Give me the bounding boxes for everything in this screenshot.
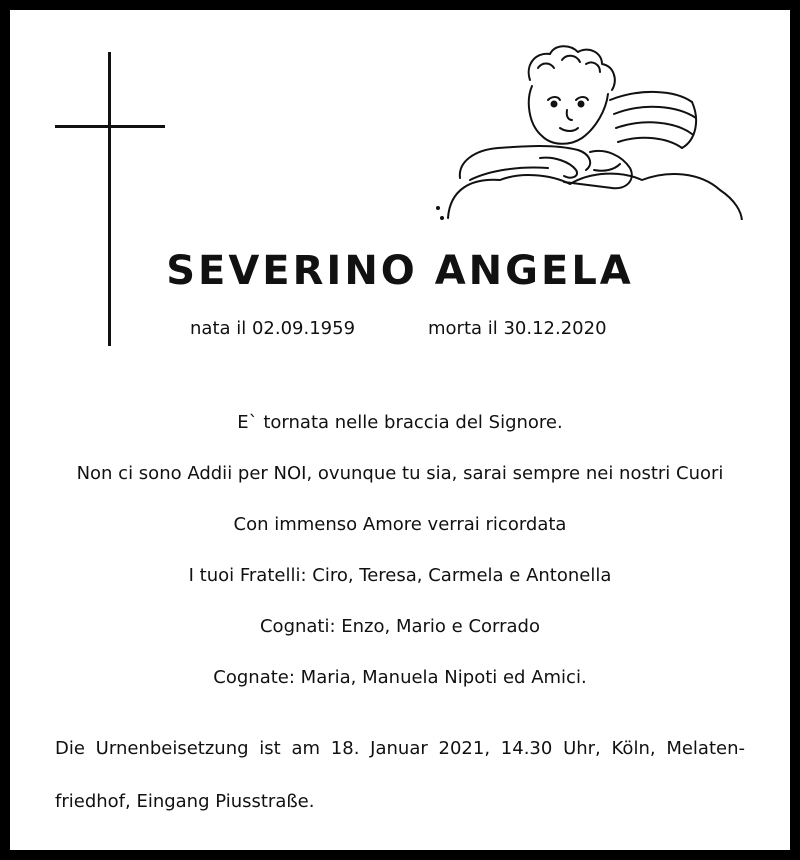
burial-line-1: Die Urnenbeisetzung ist am 18. Januar 2021, 14.30 Uhr, Köln, Melaten- bbox=[55, 738, 745, 759]
message-line: Cognati: Enzo, Mario e Corrado bbox=[259, 616, 540, 637]
message-line: I tuoi Fratelli: Ciro, Teresa, Carmela e Antonella bbox=[188, 565, 612, 586]
message-line: Non ci sono Addii per NOI, ovunque tu sia, sarai sempre nei nostri Cuori bbox=[76, 463, 724, 484]
obituary-notice bbox=[10, 10, 790, 850]
message-line: E` tornata nelle braccia del Signore. bbox=[237, 412, 563, 433]
burial-line-2: friedhof, Eingang Piusstraße. bbox=[55, 791, 315, 812]
message-line: Cognate: Maria, Manuela Nipoti ed Amici. bbox=[213, 667, 587, 688]
cherub-illustration bbox=[430, 40, 750, 220]
cross-vertical-bar bbox=[108, 52, 111, 346]
birth-date: nata il 02.09.1959 bbox=[190, 318, 356, 339]
death-date: morta il 30.12.2020 bbox=[428, 318, 607, 339]
cross-horizontal-bar bbox=[55, 125, 165, 128]
message-line: Con immenso Amore verrai ricordata bbox=[233, 514, 567, 535]
deceased-name: SEVERINO ANGELA bbox=[166, 248, 634, 294]
burial-information bbox=[55, 722, 745, 828]
